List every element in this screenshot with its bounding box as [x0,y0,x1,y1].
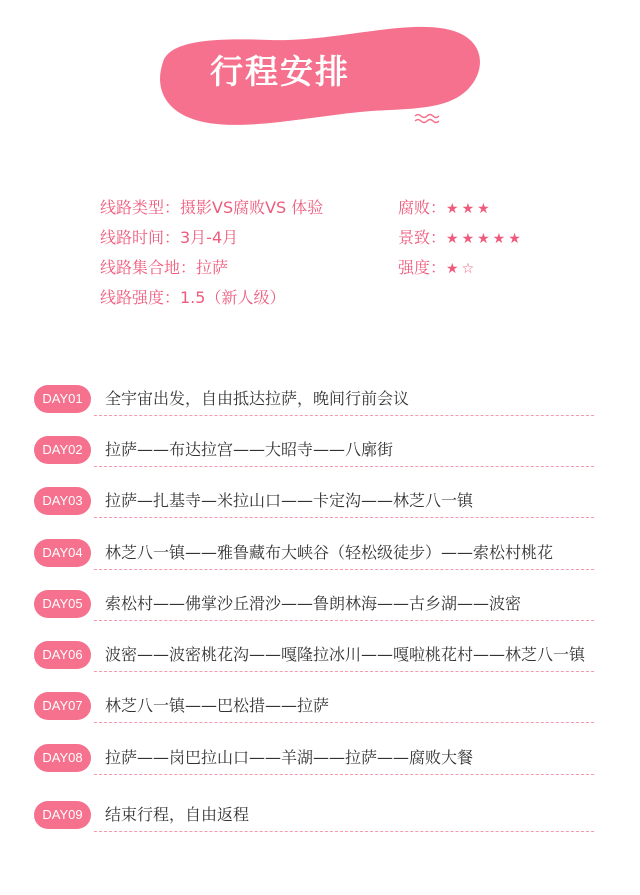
day-badge: DAY05 [34,590,91,618]
itinerary-day-7 [0,689,640,729]
day-description: 全宇宙出发，自由抵达拉萨，晚间行前会议 [105,389,410,408]
dashed-divider [94,517,594,518]
fubai-rating [398,198,493,219]
dashed-divider [94,831,594,832]
dashed-divider [94,671,594,672]
day-badge: DAY03 [34,487,91,515]
qiangdu-stars: ★☆ [446,261,478,277]
day-badge: DAY06 [34,641,91,669]
itinerary-day-3 [0,484,640,524]
day-description: 拉萨—扎基寺—米拉山口——卡定沟——林芝八一镇 [105,491,474,510]
dashed-divider [94,774,594,775]
day-badge: DAY07 [34,692,91,720]
itinerary-day-6 [0,638,640,678]
fubai-label: 腐败： [398,198,447,217]
dashed-divider [94,466,594,467]
route-meeting-place: 线路集合地：拉萨 [100,258,229,277]
itinerary-day-1 [0,382,640,422]
wave-icon [414,113,440,127]
day-description: 林芝八一镇——雅鲁藏布大峡谷（轻松级徒步）——索松村桃花 [105,543,554,562]
itinerary-day-4 [0,536,640,576]
qiangdu-label: 强度： [398,258,447,277]
jingzhi-rating [398,228,524,249]
itinerary-day-5 [0,587,640,627]
jingzhi-stars: ★★★★★ [446,231,524,247]
jingzhi-label: 景致： [398,228,447,247]
day-description: 波密——波密桃花沟——嘎隆拉冰川——嘎啦桃花村——林芝八一镇 [105,645,586,664]
itinerary-day-2 [0,433,640,473]
day-description: 结束行程，自由返程 [105,805,250,824]
day-badge: DAY04 [34,539,91,567]
day-description: 拉萨——岗巴拉山口——羊湖——拉萨——腐败大餐 [105,748,474,767]
day-badge: DAY01 [34,385,91,413]
itinerary-day-8 [0,741,640,781]
day-badge: DAY08 [34,744,91,772]
day-description: 索松村——佛掌沙丘滑沙——鲁朗林海——古乡湖——波密 [105,594,522,613]
day-badge: DAY02 [34,436,91,464]
qiangdu-rating [398,258,477,279]
route-time: 线路时间：3月-4月 [100,228,239,247]
route-type: 线路类型：摄影VS腐败VS 体验 [100,198,324,217]
dashed-divider [94,569,594,570]
page-title: 行程安排 [210,52,350,91]
day-description: 林芝八一镇——巴松措——拉萨 [105,696,330,715]
fubai-stars: ★★★ [446,201,493,217]
dashed-divider [94,620,594,621]
day-badge: DAY09 [34,801,91,829]
route-intensity: 线路强度：1.5（新人级） [100,288,286,307]
day-description: 拉萨——布达拉宫——大昭寺——八廓街 [105,440,394,459]
dashed-divider [94,722,594,723]
dashed-divider [94,415,594,416]
page-header [0,0,640,140]
itinerary-day-9 [0,798,640,838]
